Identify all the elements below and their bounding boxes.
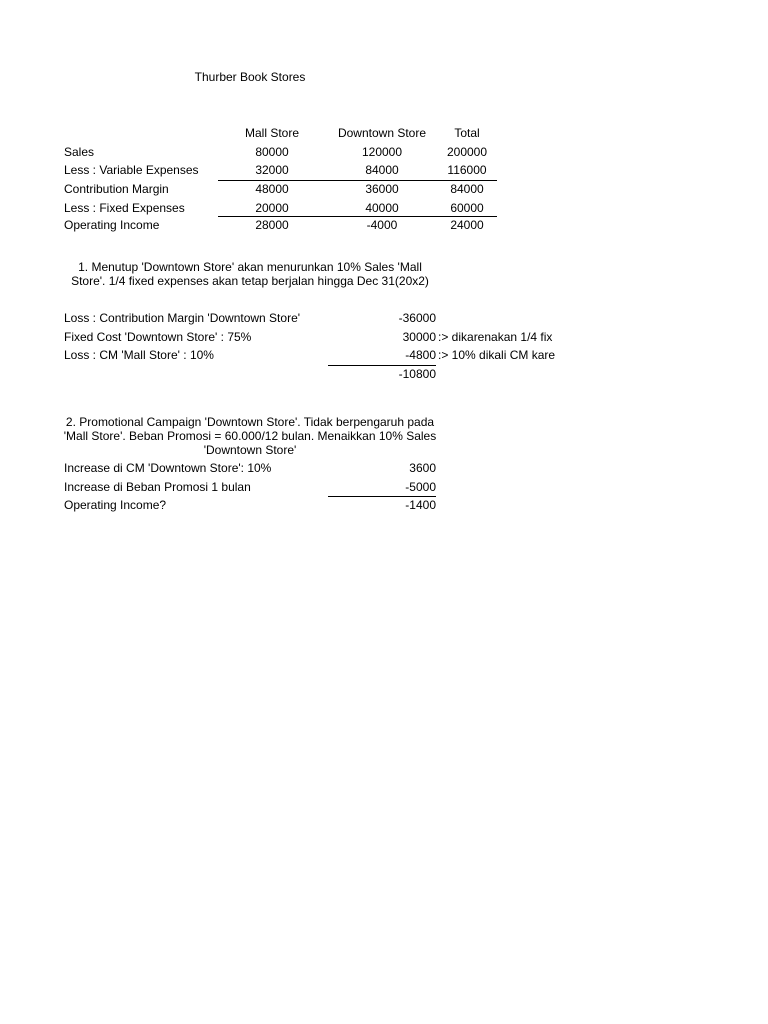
cell-total: 200000 [446,145,488,159]
cell-downtown: 40000 [365,201,399,215]
scenario2-value: 3600 [409,461,436,475]
cell-mall: 32000 [255,163,289,177]
cell-mall: 80000 [255,145,289,159]
row-label: Less : Variable Expenses [64,163,199,177]
scenario1-note: :> dikarenakan 1/4 fix [438,330,553,344]
scenario2-label: Increase di CM 'Downtown Store': 10% [64,461,272,475]
page-title: Thurber Book Stores [194,70,306,84]
scenario1-heading: 1. Menutup 'Downtown Store' akan menurunkan 10% Sales 'Mall Store'. 1/4 fixed expenses akan tetap berjalan hingga Dec 31(20x2) [71,260,429,288]
scenario1-value: -4800 [405,348,436,362]
scenario2-divider [328,496,436,497]
cell-mall: 48000 [255,182,289,196]
scenario2-value: -5000 [405,480,436,494]
cell-downtown: 120000 [361,145,403,159]
row-label: Sales [64,145,95,159]
row-label: Contribution Margin [64,182,169,196]
scenario1-total: -10800 [398,367,436,381]
scenario1-divider [328,365,436,366]
cell-downtown: 36000 [365,182,399,196]
cell-downtown: -4000 [366,218,398,232]
row-label: Operating Income [64,218,160,232]
scenario2-result-label: Operating Income? [64,498,167,512]
scenario2-heading: 2. Promotional Campaign 'Downtown Store'. Tidak berpengaruh pada 'Mall Store'. Beban Promosi = 60.000/12 bulan. Menaikkan 10% Sales 'Downtown Store' [63,415,437,457]
cell-total: 24000 [450,218,484,232]
cell-mall: 20000 [255,201,289,215]
scenario1-note: :> 10% dikali CM kare [438,348,556,362]
scenario2-result-value: -1400 [405,498,436,512]
cell-total: 60000 [450,201,484,215]
cell-downtown: 84000 [365,163,399,177]
scenario1-label: Loss : Contribution Margin 'Downtown Store' [64,311,301,325]
header-total: Total [454,126,480,140]
scenario2-label: Increase di Beban Promosi 1 bulan [64,480,251,494]
table-divider [218,216,497,217]
scenario1-value: -36000 [398,311,436,325]
scenario1-value: 30000 [402,330,436,344]
table-divider [218,180,497,181]
cell-mall: 28000 [255,218,289,232]
cell-total: 116000 [447,163,487,177]
cell-total: 84000 [450,182,484,196]
row-label: Less : Fixed Expenses [64,201,185,215]
header-downtown-store: Downtown Store [337,126,427,140]
header-mall-store: Mall Store [244,126,300,140]
scenario1-label: Fixed Cost 'Downtown Store' : 75% [64,330,252,344]
scenario1-label: Loss : CM 'Mall Store' : 10% [64,348,214,362]
